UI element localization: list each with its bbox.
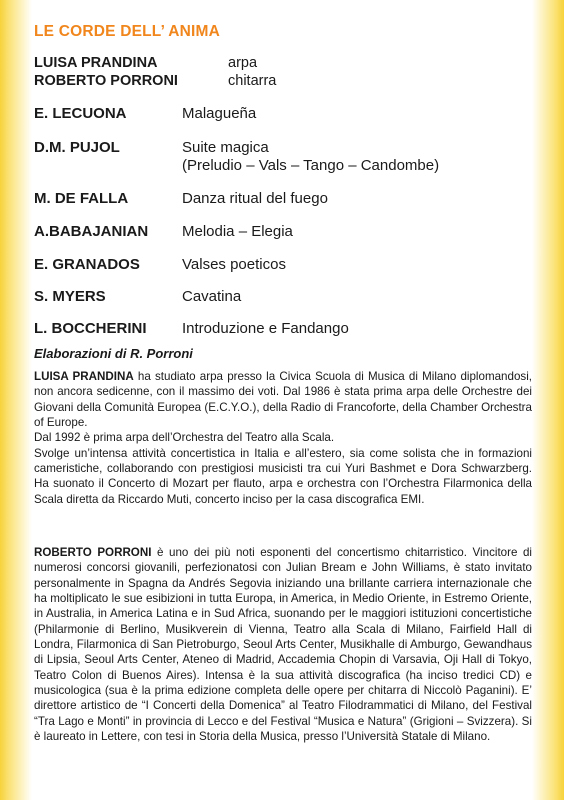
work-title xyxy=(182,320,532,342)
composer-name: L. BOCCHERINI xyxy=(34,320,147,337)
work-line: Suite magica xyxy=(182,139,269,156)
program-item xyxy=(34,190,532,223)
work-line: Introduzione e Fandango xyxy=(182,320,349,337)
program-item xyxy=(34,139,532,190)
performer-row xyxy=(34,73,532,91)
bio-name: ROBERTO PORRONI xyxy=(34,546,152,559)
work-line: Valses poeticos xyxy=(182,256,286,273)
composer-name: A.BABAJANIAN xyxy=(34,223,149,240)
program-item xyxy=(34,288,532,320)
bio-porroni xyxy=(34,545,532,744)
arrangements-note: Elaborazioni di R. Porroni xyxy=(34,346,193,361)
program-item xyxy=(34,256,532,288)
work-subtitle: (Preludio – Vals – Tango – Candombe) xyxy=(182,157,440,174)
work-title xyxy=(182,223,532,256)
bio-prandina xyxy=(34,369,532,507)
composer-name: E. LECUONA xyxy=(34,105,127,122)
performer-instrument: arpa xyxy=(228,55,258,71)
work-title xyxy=(182,190,532,223)
performer-name: LUISA PRANDINA xyxy=(34,55,158,71)
bio-paragraph: Svolge un’intensa attività concertistica in Italia e all’estero, sia come solista che in formazioni cameristiche, collaborando con prestigiosi musicisti tra cui Yuri Bashmet e Dora Schwarzberg. Ha suonato il Concerto di Mozart per flauto, arpa e orchestra con l’Orchestra Filarmonica della Scala diretta da Riccardo Muti, concerto inciso per la casa discografica EMI. xyxy=(34,446,532,506)
bio-text: ha studiato arpa presso la Civica Scuola di Musica di Milano diplomandosi, non ancora sedicenne, con il massimo dei voti. Dal 1986 è stata prima arpa delle Orchestre dei Giovani della Comunità Europea (E.C.Y.O.), della Radio di Francoforte, della Chamber Orchestra of Europe. xyxy=(34,370,532,430)
performers-list xyxy=(34,55,532,91)
work-title xyxy=(182,256,532,288)
performer-instrument: chitarra xyxy=(228,73,277,89)
program-item xyxy=(34,223,532,256)
performer-row xyxy=(34,55,532,73)
work-line: Danza ritual del fuego xyxy=(182,190,328,207)
composer-name: D.M. PUJOL xyxy=(34,139,120,156)
bio-paragraph xyxy=(34,545,532,744)
work-title xyxy=(182,139,532,190)
content-area xyxy=(34,0,532,800)
composer-name: E. GRANADOS xyxy=(34,256,140,273)
composer-name: S. MYERS xyxy=(34,288,106,305)
composer-name: M. DE FALLA xyxy=(34,190,129,207)
work-title xyxy=(182,105,532,139)
work-line: Cavatina xyxy=(182,288,242,305)
bio-paragraph xyxy=(34,369,532,430)
bio-name: LUISA PRANDINA xyxy=(34,370,134,383)
work-title xyxy=(182,288,532,320)
work-line: Malagueña xyxy=(182,105,257,122)
performer-name: ROBERTO PORRONI xyxy=(34,73,178,89)
bio-text: è uno dei più noti esponenti del concertismo chitarristico. Vincitore di numerosi concorsi giovanili, perfezionatosi con Julian Bream e John Williams, è stato invitato personalmente in Spagna da Andrés Segovia iniziando una brillante carriera internazionale che ha moltiplicato le sue esibizioni in tutta Europa, in America, in Medio Oriente, in Estremo Oriente, in Australia, in America Latina e in Sud Africa, suonando per le maggiori istituzioni concertistiche (Philarmonie di Berlino, Musikverein di Vienna, Teatro alla Scala di Milano, Fairfield Hall di Londra, Filarmonica di San Pietroburgo, Seoul Arts Center, Musikhalle di Amburgo, Gewandhaus di Lipsia, Seoul Arts Center, Ateneo di Madrid, Accademia Chopin di Varsavia, Oji Hall di Tokyo, Teatro Colon di Buenos Aires). Intensa è la sua attività discografica (ha inciso tredici CD) e musicologica (sua è la prima edizione completa delle opere per chitarra di Niccolò Paganini). E’ direttore artistico de “I Concerti della Domenica” al Teatro Filodrammatici di Milano, del Festival “Tra Lago e Monti” in provincia di Lecco e del Festival “Musica e Natura” (Grigioni – Svizzera). Si è laureato in Lettere, con tesi in Storia della Musica, presso l’Università Statale di Milano. xyxy=(34,546,532,744)
work-line: Melodia – Elegia xyxy=(182,223,293,240)
program-list xyxy=(34,105,532,342)
program-item xyxy=(34,320,532,342)
program-item xyxy=(34,105,532,139)
concert-title: LE CORDE DELL’ ANIMA xyxy=(34,23,220,40)
bio-paragraph: Dal 1992 è prima arpa dell’Orchestra del Teatro alla Scala. xyxy=(34,431,335,445)
